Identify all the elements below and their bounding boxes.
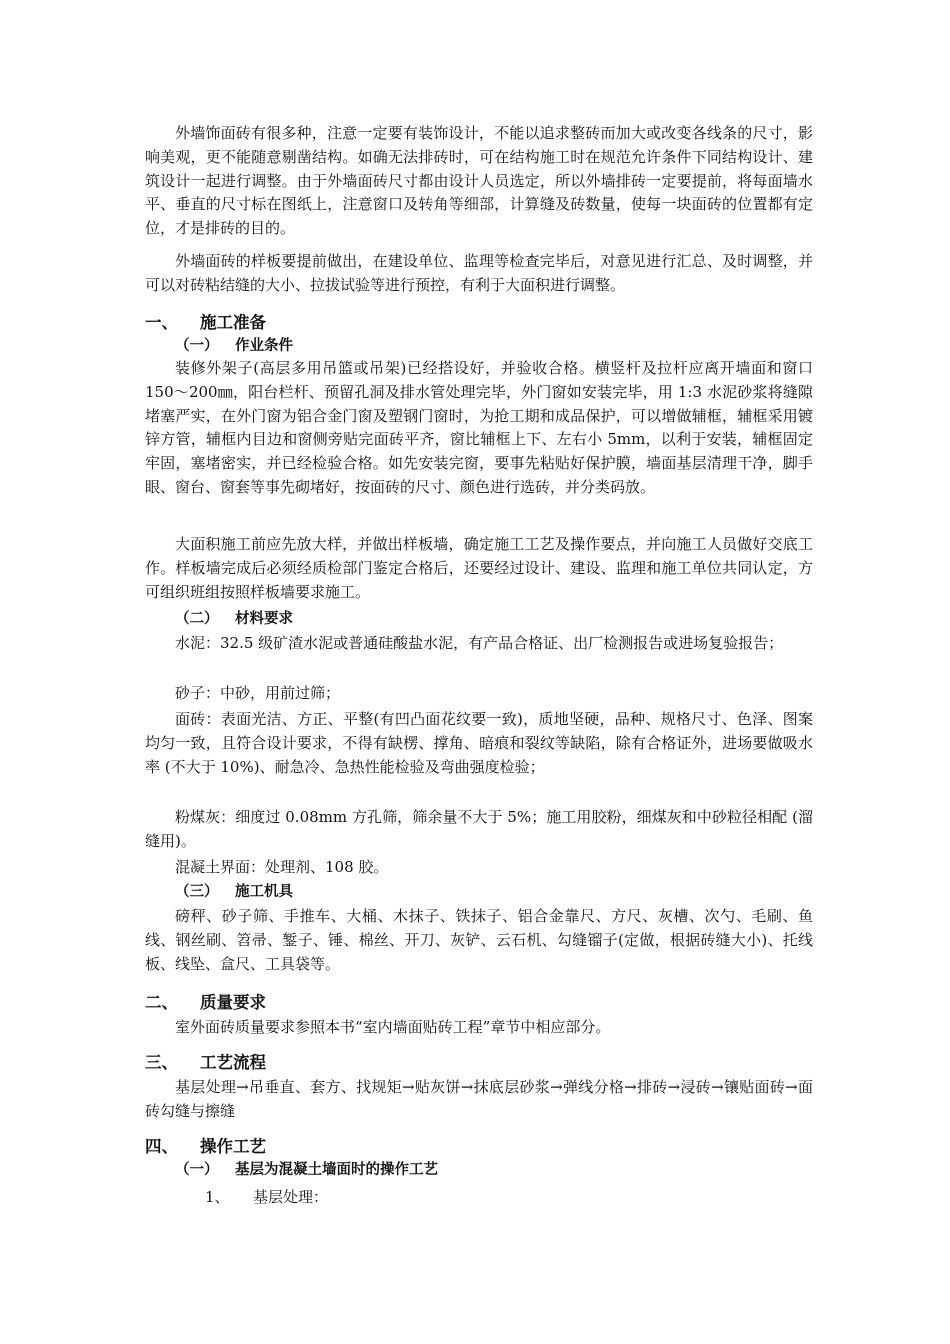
section-4-item-1-number: 1、 <box>205 1188 230 1206</box>
section-4-item-1-text: 基层处理： <box>253 1188 329 1206</box>
intro-paragraph-2: 外墙面砖的样板要提前做出，在建设单位、监理等检查完毕后，对意见进行汇总、及时调整，并可以对砖粘结缝的大小、拉拔试验等进行预控，有利于大面积进行调整。 <box>145 252 813 294</box>
section-1-sub-2-title: 材料要求 <box>235 611 293 627</box>
section-4-sub-1-heading <box>175 1160 438 1180</box>
section-1-sub-2-number: （二） <box>175 611 219 627</box>
material-interface-agent: 混凝土界面：处理剂、108 胶。 <box>175 858 389 876</box>
section-4-sub-1-number: （一） <box>175 1162 219 1178</box>
section-1-heading <box>145 312 266 334</box>
section-4-sub-1-title: 基层为混凝土墙面时的操作工艺 <box>235 1162 438 1178</box>
section-3-title: 工艺流程 <box>200 1053 266 1072</box>
section-1-sub-2-heading <box>175 609 293 629</box>
section-2-heading <box>145 992 266 1014</box>
section-4-title: 操作工艺 <box>200 1137 266 1156</box>
section-3-heading <box>145 1052 266 1074</box>
section-4-number: 四、 <box>145 1137 178 1156</box>
material-sand: 砂子：中砂，用前过筛； <box>175 684 341 702</box>
section-4-heading <box>145 1136 266 1158</box>
work-conditions-paragraph-2: 大面积施工前应先放大样，并做出样板墙，确定施工工艺及操作要点，并向施工人员做好交底工作。样板墙完成后必须经质检部门鉴定合格后，还要经过设计、建设、监理和施工单位共同认定，方可组织班组按照样板墙要求施工。 <box>145 535 813 601</box>
quality-paragraph: 室外面砖质量要求参照本书“室内墙面贴砖工程”章节中相应部分。 <box>175 1018 611 1036</box>
work-conditions-paragraph-1: 装修外架子(高层多用吊篮或吊架)已经搭设好，并验收合格。横竖杆及拉杆应离开墙面和窗口 150～200㎜，阳台栏杆、预留孔洞及排水管处理完毕，外门窗如安装完毕，用 1:3 水泥砂浆将缝隙堵塞严实，在外门窗为铝合金门窗及塑钢门窗时，为抢工期和成品保护，可以增做辅框，辅框采用镀锌方管，辅框内目边和窗侧旁贴完面砖平齐，窗比辅框上下、左右小 5mm，以利于安装，辅框固定牢固，塞堵密实，并已经检验合格。如先安装完窗，要事先粘贴好保护膜，墙面基层清理干净，脚手眼、窗台、窗套等事先砌堵好，按面砖的尺寸、颜色进行选砖，并分类码放。 <box>145 359 813 496</box>
section-3-number: 三、 <box>145 1053 178 1072</box>
tools-paragraph: 磅秤、砂子筛、手推车、大桶、木抹子、铁抹子、铝合金靠尺、方尺、灰槽、次勺、毛刷、鱼线、钢丝刷、笤帚、錾子、锤、棉丝、开刀、灰铲、云石机、勾缝镏子(定做，根据砖缝大小)、托线板、线坠、盒尺、工具袋等。 <box>145 907 813 973</box>
material-tile: 面砖：表面光洁、方正、平整(有凹凸面花纹要一致)，质地坚硬，品种、规格尺寸、色泽、图案均匀一致，且符合设计要求，不得有缺楞、撑角、暗痕和裂纹等缺陷，除有合格证外，进场要做吸水率 (不大于 10%)、耐急冷、急热性能检验及弯曲强度检验； <box>145 710 813 776</box>
section-2-title: 质量要求 <box>200 993 266 1012</box>
section-1-sub-1-heading <box>175 336 293 356</box>
process-flow-paragraph: 基层处理→吊垂直、套方、找规矩→贴灰饼→抹底层砂浆→弹线分格→排砖→浸砖→镶贴面砖→面砖勾缝与擦缝 <box>145 1078 813 1120</box>
section-1-number: 一、 <box>145 313 178 332</box>
section-1-sub-3-title: 施工机具 <box>235 884 293 900</box>
section-2-number: 二、 <box>145 993 178 1012</box>
material-fly-ash: 粉煤灰：细度过 0.08mm 方孔筛，筛余量不大于 5%；施工用胶粉，细煤灰和中砂粒径相配 (溜缝用)。 <box>145 808 813 850</box>
section-1-sub-3-heading <box>175 882 293 902</box>
section-1-title: 施工准备 <box>200 313 266 332</box>
intro-paragraph-1: 外墙饰面砖有很多种，注意一定要有装饰设计，不能以追求整砖而加大或改变各线条的尺寸，影响美观，更不能随意剔凿结构。如确无法排砖时，可在结构施工时在规范允许条件下同结构设计、建筑设计一起进行调整。由于外墙面砖尺寸都由设计人员选定，所以外墙排砖一定要提前，将每面墙水平、垂直的尺寸标在图纸上，注意窗口及转角等细部，计算缝及砖数量，使每一块面砖的位置都有定位，才是排砖的目的。 <box>145 124 813 238</box>
section-1-sub-3-number: （三） <box>175 884 219 900</box>
section-1-sub-1-title: 作业条件 <box>235 338 293 354</box>
material-cement: 水泥：32.5 级矿渣水泥或普通硅酸盐水泥，有产品合格证、出厂检测报告或进场复验报告； <box>175 634 784 652</box>
section-4-item-1 <box>205 1186 328 1208</box>
section-1-sub-1-number: （一） <box>175 338 219 354</box>
